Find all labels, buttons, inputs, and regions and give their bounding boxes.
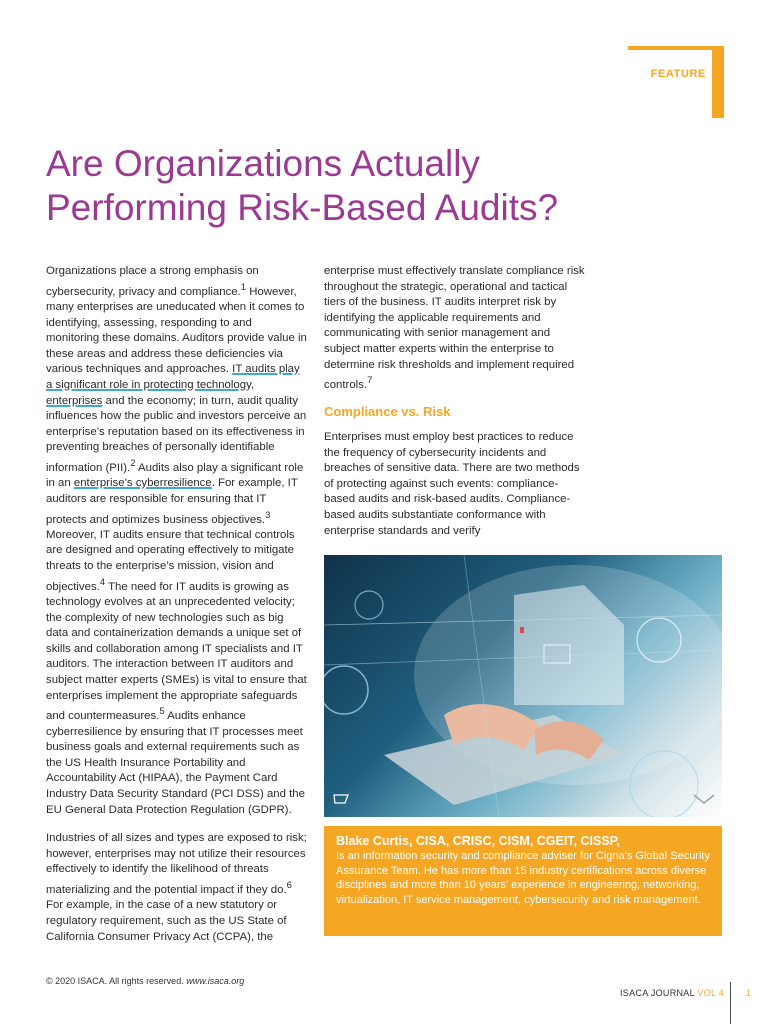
footer-volume: VOL 4: [697, 988, 725, 998]
author-bio-text: Is an information security and compliance adviser for Cigna’s Global Security Assurance Team. He has more than 15 industry certifications across diverse disciplines and more than 10 years’ experience in engineering, networking, virtualization, IT service management, cybersecurity and risk management.: [336, 850, 710, 906]
photo-illustration: [324, 555, 722, 817]
feature-accent-side: [712, 46, 724, 118]
footnote-ref: 3: [265, 509, 271, 521]
page-number: 1: [746, 988, 752, 998]
footnote-ref: 6: [286, 879, 292, 891]
footnote-ref: 2: [130, 457, 136, 469]
footer-url[interactable]: www.isaca.org: [186, 976, 245, 986]
footnote-ref: 4: [99, 576, 106, 588]
paragraph-intro: Organizations place a strong emphasis on cybersecurity, privacy and compliance.$^1$ However, many enterprises are uneducated when it comes to identifying, assessing, responding to and monitoring these domains. Auditors provide value in these areas and address these deficiencies via various techniques and approaches. IT audits play a significant role in protecting technology, enterprises and the economy; in turn, audit quality influences how the public and investors perceive an enterprise’s reputation based on its effectiveness in preventing breaches of personally identifiable information (PII).$^2$ Audits also play a significant role in an enterprise’s cyberresilience. For example, IT auditors are responsible for ensuring that IT protects and optimizes business objectives.$^3$ Moreover, IT audits ensure that technical controls are designed and operating effectively to mitigate threats to the enterprise’s mission, vision and objectives.$^4$ The need for IT audits is growing as technology evolves at an unprecedented velocity; the complexity of new technologies such as big data and containerization demands a unique set of skills and collaboration among IT specialists and IT auditors. The interaction between IT auditors and subject matter experts (SMEs) is vital to ensure that enterprises implement the appropriate safeguards and countermeasures.$^5$ Audits enhance cyberresilience by ensuring that IT processes meet business goals and external requirements such as the US Health Insurance Portability and Accountability Act (HIPAA), the Payment Card Industry Data Security Standard (PCI DSS) and the EU General Data Protection Regulation (GDPR).: [46, 265, 307, 816]
section-heading: Compliance vs. Risk: [324, 404, 451, 419]
right-column-body: [324, 430, 586, 552]
paragraph-continued: enterprise must effectively translate compliance risk throughout the strategic, operational and tactical tiers of the business. IT audits interpret risk by identifying the applicable requirements and communicating with senior management and subject matter experts within the enterprise to determine risk thresholds and implement required controls.$^7$: [324, 265, 585, 391]
cart-icon: [334, 795, 348, 803]
footnote-ref: 1: [240, 281, 247, 293]
footer-divider: [730, 982, 731, 1024]
paragraph-industries: Industries of all sizes and types are exposed to risk; however, enterprises may not utilize their resources effectively to identify the likelihood of threats materializing and the potential impact if they do.$^6$ For example, in the case of a new statutory or regulatory requirement, such as the US State of California Consumer Privacy Act (CCPA), the: [46, 832, 307, 943]
ring-icon: [324, 666, 368, 714]
article-photo: [324, 555, 722, 817]
paragraph-compliance: Enterprises must employ best practices to reduce the frequency of cybersecurity incidents and breaches of sensitive data. There are two methods of protecting against such events: compliance-based audits and risk-based audits. Compliance-based audits substantiate conformance with enterprise standards and verify: [324, 431, 580, 537]
section-label: FEATURE: [650, 68, 706, 80]
interface-marker: [520, 627, 524, 633]
footnote-ref: 5: [159, 706, 165, 718]
article-title: Are Organizations Actually Performing Risk-Based Audits?: [46, 143, 559, 228]
ring-icon: [355, 591, 383, 619]
feature-accent-bar: [628, 46, 724, 50]
chevron-down-icon: [694, 795, 714, 803]
highlighted-text: IT audits play a significant role in protecting technology, enterprises: [46, 363, 300, 407]
right-column-top: [324, 264, 586, 407]
footer-copyright: © 2020 ISACA. All rights reserved. www.isaca.org: [46, 976, 245, 986]
footer-journal: ISACA JOURNAL VOL 4: [620, 988, 725, 998]
footnote-ref: 7: [367, 375, 373, 387]
author-name: Blake Curtis, CISA, CRISC, CISM, CGEIT, CISSP,: [336, 834, 620, 848]
highlighted-text: enterprise’s cyberresilience: [73, 477, 212, 490]
left-column: [46, 264, 308, 958]
author-bio-box: [324, 826, 722, 936]
